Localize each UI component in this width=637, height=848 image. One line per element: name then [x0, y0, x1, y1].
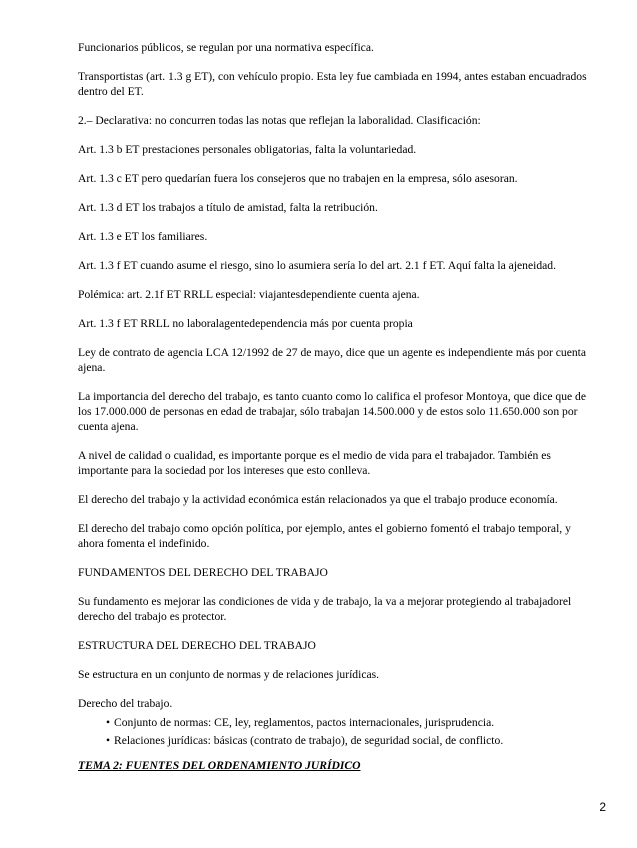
paragraph-art-1-3-c: Art. 1.3 c ET pero quedarían fuera los consejeros que no trabajen en la empresa, sólo asesoran. — [78, 172, 518, 185]
paragraph-actividad-economica: El derecho del trabajo y la actividad económica están relacionados ya que el trabajo produce economía. — [78, 493, 558, 506]
document-body — [78, 40, 598, 787]
paragraph-transportistas: Transportistas (art. 1.3 g ET), con vehículo propio. Esta ley fue cambiada en 1994, antes estaban encuadrados dentro del ET. — [78, 70, 587, 98]
paragraph-importancia: La importancia del derecho del trabajo, es tanto cuanto como lo califica el profesor Montoya, que dice que de los 17.000.000 de personas en edad de trabajar, sólo trabajan 14.500.000 y de estos solo 11.650.000 son por cuenta ajena. — [78, 390, 586, 433]
paragraph-art-1-3-e: Art. 1.3 e ET los familiares. — [78, 230, 208, 243]
paragraph-ley-agencia: Ley de contrato de agencia LCA 12/1992 de 27 de mayo, dice que un agente es independiente más por cuenta ajena. — [78, 346, 587, 374]
paragraph-opcion-politica: El derecho del trabajo como opción política, por ejemplo, antes el gobierno fomentó el trabajo temporal, y ahora fomenta el indefinido. — [78, 522, 571, 550]
section-title-estructura: ESTRUCTURA DEL DERECHO DEL TRABAJO — [78, 639, 316, 652]
paragraph-calidad: A nivel de calidad o cualidad, es importante porque es el medio de vida para el trabajador. También es importante para la sociedad por los intereses que esto conlleva. — [78, 449, 551, 477]
paragraph-art-1-3-f-riesgo: Art. 1.3 f ET cuando asume el riesgo, sino lo asumiera sería lo del art. 2.1 f ET. Aquí falta la ajeneidad. — [78, 259, 556, 272]
list-item — [106, 715, 598, 730]
list-item — [106, 733, 598, 748]
paragraph-polemica: Polémica: art. 2.1f ET RRLL especial: viajantesdependiente cuenta ajena. — [78, 288, 420, 301]
bullet-icon: • — [106, 716, 111, 729]
list-item-text: Relaciones jurídicas: básicas (contrato de trabajo), de seguridad social, de conflicto. — [114, 734, 504, 747]
paragraph-derecho-trabajo: Derecho del trabajo. — [78, 697, 173, 710]
paragraph-art-1-3-f-rrll: Art. 1.3 f ET RRLL no laboralagentedependencia más por cuenta propia — [78, 317, 413, 330]
section-title-fundamentos: FUNDAMENTOS DEL DERECHO DEL TRABAJO — [78, 566, 328, 579]
paragraph-declarativa: 2.– Declarativa: no concurren todas las notas que reflejan la laboralidad. Clasificación: — [78, 114, 481, 127]
paragraph-funcionarios: Funcionarios públicos, se regulan por una normativa específica. — [78, 41, 374, 54]
page-number: 2 — [599, 800, 606, 814]
paragraph-fundamento: Su fundamento es mejorar las condiciones de vida y de trabajo, la va a mejorar protegiendo al trabajadorel derecho del trabajo es protector. — [78, 595, 572, 623]
bullet-icon: • — [106, 734, 111, 747]
list-item-text: Conjunto de normas: CE, ley, reglamentos, pactos internacionales, jurisprudencia. — [114, 716, 495, 729]
paragraph-art-1-3-d: Art. 1.3 d ET los trabajos a título de amistad, falta la retribución. — [78, 201, 378, 214]
paragraph-estructura: Se estructura en un conjunto de normas y de relaciones jurídicas. — [78, 668, 380, 681]
paragraph-art-1-3-b: Art. 1.3 b ET prestaciones personales obligatorias, falta la voluntariedad. — [78, 143, 417, 156]
chapter-heading: TEMA 2: FUENTES DEL ORDENAMIENTO JURÍDICO — [78, 759, 361, 772]
bullet-list — [78, 715, 598, 748]
